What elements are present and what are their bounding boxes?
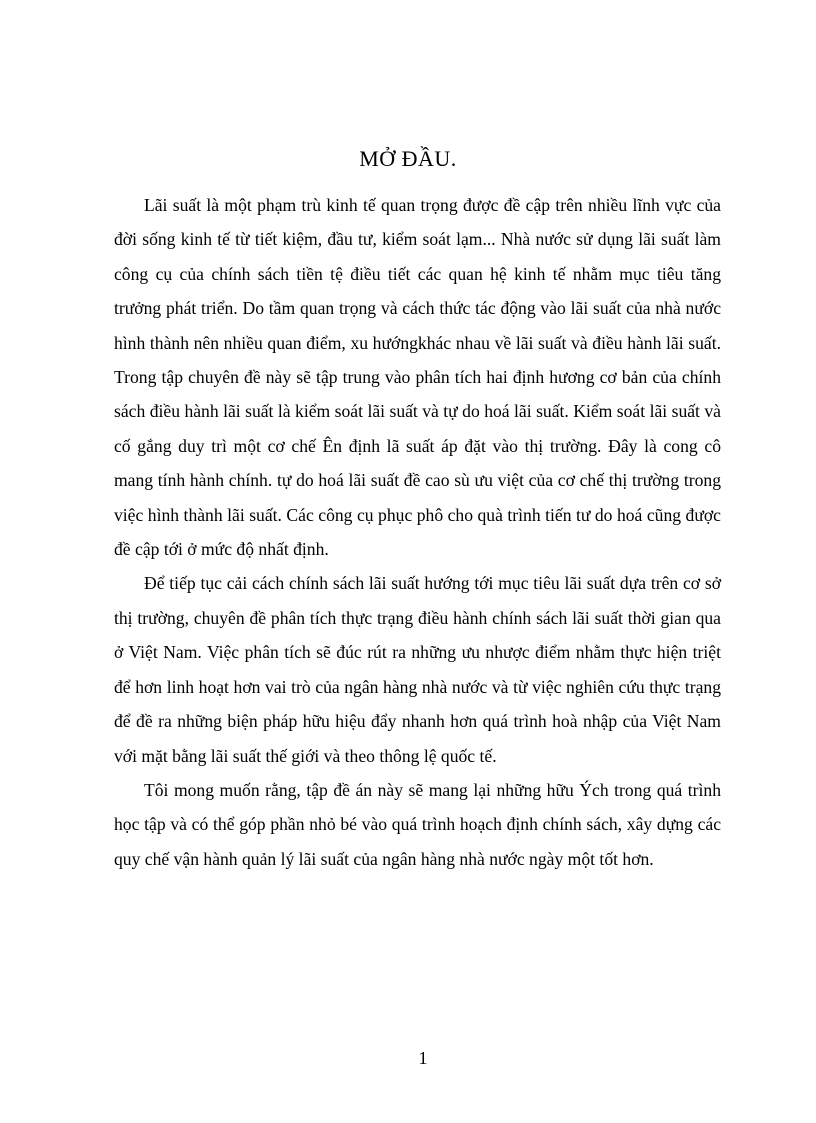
paragraph-intro: Lãi suất là một phạm trù kinh tế quan trọng được đề cập trên nhiều lĩnh vực của đời sống kinh tế từ tiết kiệm, đầu tư, kiểm soát lạm... Nhà nước sử dụng lãi suất làm công cụ của chính sách tiền tệ điều tiết các quan hệ kinh tế nhằm mục tiêu tăng trưởng phát triển. Do tầm quan trọng và cách thức tác động vào lãi suất của nhà nước hình thành nên nhiều quan điểm, xu hướngkhác nhau về lãi suất và điều hành lãi suất. Trong tập chuyên đề này sẽ tập trung vào phân tích hai định hương cơ bản của chính sách điều hành lãi suất là kiểm soát lãi suất và tự do hoá lãi suất. Kiểm soát lãi suất và cố gắng duy trì một cơ chế Ên định lã suất áp đặt vào thị trường. Đây là cong cô mang tính hành chính. tự do hoá lãi suất đề cao sù ưu việt của cơ chế thị trường trong việc hình thành lãi suất. Các công cụ phục phô cho quà trình tiến tư do hoá cũng được đề cập tới ở mức độ nhất định. <box>114 195 721 560</box>
paragraph-analysis: Để tiếp tục cải cách chính sách lãi suất hướng tới mục tiêu lãi suất dựa trên cơ sở thị trường, chuyên đề phân tích thực trạng điều hành chính sách lãi suất thời gian qua ở Việt Nam. Việc phân tích sẽ đúc rút ra những ưu nhược điểm nhằm thực hiện triệt để hơn linh hoạt hơn vai trò của ngân hàng nhà nước và từ việc nghiên cứu thực trạng để đề ra những biện pháp hữu hiệu đẩy nhanh hơn quá trình hoà nhập của Việt Nam với mặt bằng lãi suất thế giới và theo thông lệ quốc tế. <box>114 573 721 766</box>
page-title: MỞ ĐẦU. <box>359 146 457 171</box>
paragraph-closing: Tôi mong muốn rằng, tập đề án này sẽ mang lại những hữu Ých trong quá trình học tập và có thể góp phần nhỏ bé vào quá trình hoạch định chính sách, xây dựng các quy chế vận hành quản lý lãi suất của ngân hàng nhà nước ngày một tốt hơn. <box>114 779 721 869</box>
page-number: 1 <box>418 1048 428 1068</box>
body-text <box>114 188 721 876</box>
